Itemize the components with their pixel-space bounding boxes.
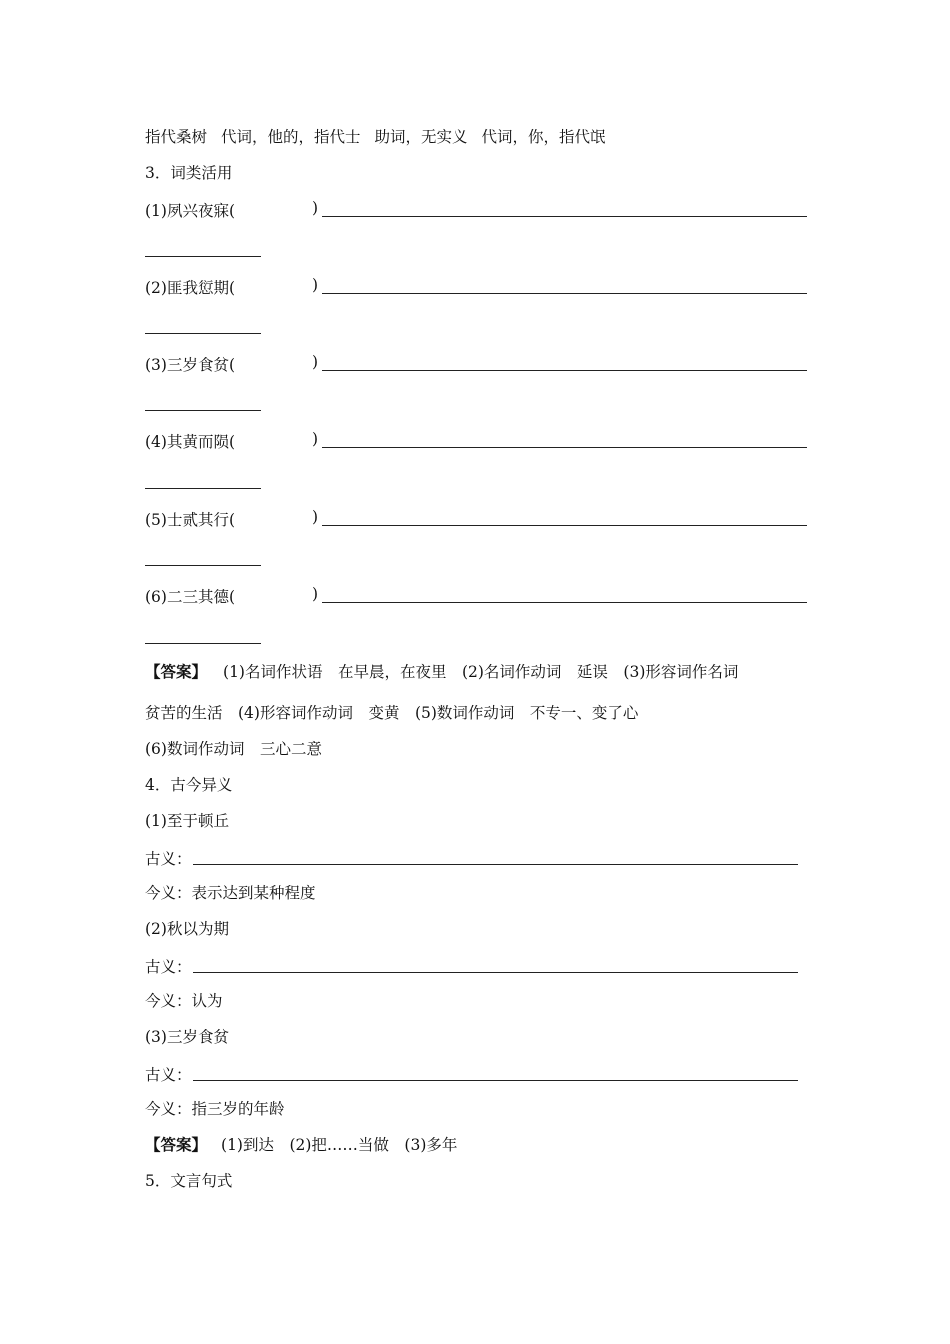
item-label: (1)夙兴夜寐( bbox=[145, 202, 236, 220]
answer-blank[interactable] bbox=[322, 370, 807, 371]
section4-item-1-phrase: (1)至于顿丘 bbox=[145, 812, 229, 830]
section4-heading: 4．古今异义 bbox=[145, 776, 233, 794]
answer-blank-continued[interactable] bbox=[145, 410, 261, 411]
gu-label: 古义： bbox=[145, 958, 192, 976]
paren-close: ) bbox=[312, 276, 319, 294]
paren-close: ) bbox=[312, 199, 319, 217]
top-line bbox=[145, 127, 606, 147]
top-line-part-2: 代词，他的，指代士 bbox=[221, 128, 361, 146]
answer-blank-continued[interactable] bbox=[145, 333, 261, 334]
gu-label: 古义： bbox=[145, 1066, 192, 1084]
paren-close: ) bbox=[312, 353, 319, 371]
paren-close: ) bbox=[312, 508, 319, 526]
item-label: (4)其黄而陨( bbox=[145, 433, 236, 451]
answer-blank-continued[interactable] bbox=[145, 488, 261, 489]
section4-item-3-jin: 今义：指三岁的年龄 bbox=[145, 1100, 285, 1118]
answer-tag: 【答案】 bbox=[145, 1135, 208, 1154]
section4-item-2-gu bbox=[145, 955, 798, 975]
section4-item-1-jin: 今义：表示达到某种程度 bbox=[145, 884, 316, 902]
section4-item-2-phrase: (2)秋以为期 bbox=[145, 920, 229, 938]
answer-blank[interactable] bbox=[322, 447, 807, 448]
section3-item-1 bbox=[145, 199, 807, 219]
answer-blank-continued[interactable] bbox=[145, 256, 261, 257]
paren-close: ) bbox=[312, 430, 319, 448]
section3-heading: 3．词类活用 bbox=[145, 164, 233, 182]
item-label: (6)二三其德( bbox=[145, 588, 236, 606]
section3-answer-line-1 bbox=[145, 662, 738, 682]
answer-blank[interactable] bbox=[322, 525, 807, 526]
section3-answer-line-2: 贫苦的生活 (4)形容词作动词 变黄 (5)数词作动词 不专一、变了心 bbox=[145, 704, 639, 722]
section3-item-3 bbox=[145, 353, 807, 373]
section4-item-3-gu bbox=[145, 1063, 798, 1083]
section3-item-2 bbox=[145, 276, 807, 296]
answer-text: (1)名词作状语 在早晨，在夜里 (2)名词作动词 延误 (3)形容词作名词 bbox=[223, 663, 739, 681]
answer-blank[interactable] bbox=[322, 602, 807, 603]
section3-item-6 bbox=[145, 585, 807, 605]
answer-blank[interactable] bbox=[322, 216, 807, 217]
item-label: (5)士贰其行( bbox=[145, 511, 236, 529]
section3-item-4 bbox=[145, 430, 807, 450]
paren-close: ) bbox=[312, 585, 319, 603]
section3-item-5 bbox=[145, 508, 807, 528]
section4-item-1-gu bbox=[145, 847, 798, 867]
top-line-part-4: 代词，你，指代氓 bbox=[481, 128, 606, 146]
answer-text: (1)到达 (2)把……当做 (3)多年 bbox=[221, 1136, 458, 1154]
top-line-part-1: 指代桑树 bbox=[145, 128, 208, 146]
section4-item-2-jin: 今义：认为 bbox=[145, 992, 223, 1010]
gu-label: 古义： bbox=[145, 850, 192, 868]
item-label: (2)匪我愆期( bbox=[145, 279, 236, 297]
answer-blank[interactable] bbox=[322, 293, 807, 294]
item-label: (3)三岁食贫( bbox=[145, 356, 236, 374]
answer-blank-continued[interactable] bbox=[145, 565, 261, 566]
section5-heading: 5．文言句式 bbox=[145, 1172, 233, 1190]
gu-answer-blank[interactable] bbox=[193, 972, 798, 973]
answer-blank-continued[interactable] bbox=[145, 643, 261, 644]
section4-answer bbox=[145, 1135, 457, 1155]
section4-item-3-phrase: (3)三岁食贫 bbox=[145, 1028, 229, 1046]
gu-answer-blank[interactable] bbox=[193, 1080, 798, 1081]
top-line-part-3: 助词，无实义 bbox=[374, 128, 468, 146]
answer-tag: 【答案】 bbox=[145, 662, 208, 681]
section3-answer-line-3: (6)数词作动词 三心二意 bbox=[145, 740, 322, 758]
gu-answer-blank[interactable] bbox=[193, 864, 798, 865]
